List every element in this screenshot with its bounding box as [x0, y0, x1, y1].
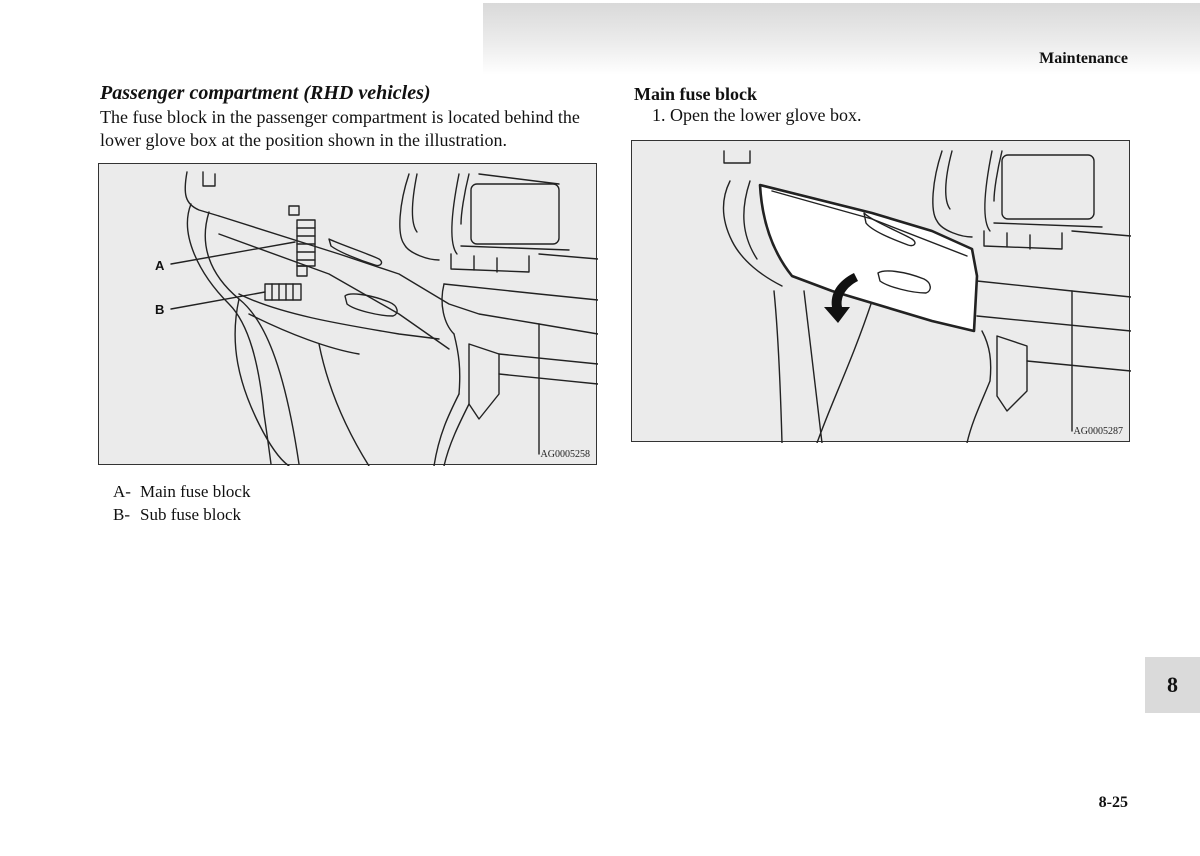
callout-a: A [155, 258, 165, 273]
glove-box-drawing [632, 141, 1131, 443]
dashboard-drawing [99, 164, 598, 466]
figure-id: AG0005287 [1073, 426, 1123, 437]
fuse-block-illustration [98, 163, 597, 465]
figure-id: AG0005258 [540, 449, 590, 460]
legend-item-a [113, 480, 250, 503]
body-paragraph: The fuse block in the passenger compartment is located behind the lower glove box at the position shown in the illustration. [100, 107, 580, 150]
page-number: 8-25 [1098, 794, 1128, 811]
callout-b: B [155, 302, 165, 317]
legend-text: Sub fuse block [140, 505, 242, 524]
subheading-passenger-compartment: Passenger compartment (RHD vehicles) [100, 82, 431, 104]
glove-box-illustration [631, 140, 1130, 442]
legend-text: Main fuse block [140, 482, 251, 501]
subheading-main-fuse-block: Main fuse block [634, 84, 758, 104]
legend-item-b [113, 503, 250, 526]
legend [113, 480, 250, 526]
step-1: 1. Open the lower glove box. [652, 105, 862, 125]
legend-key: B- [113, 505, 130, 524]
legend-key: A- [113, 482, 131, 501]
section-title: Maintenance [1039, 50, 1128, 67]
chapter-tab: 8 [1145, 657, 1200, 713]
